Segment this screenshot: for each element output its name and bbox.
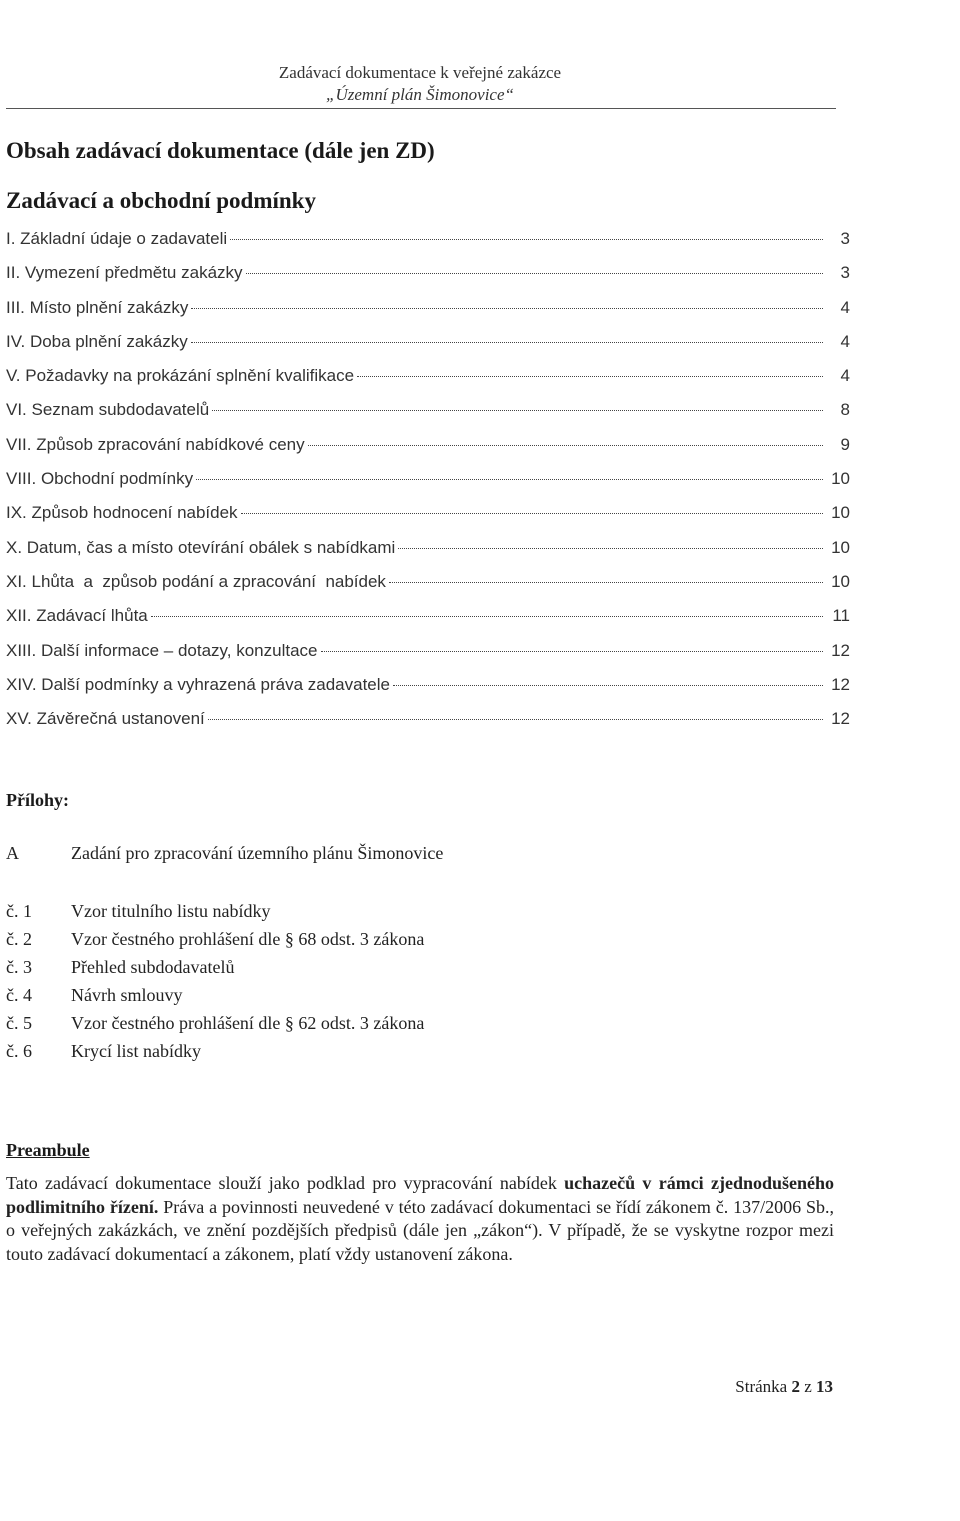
toc-entry[interactable] [6,226,850,260]
attachment-text: Vzor čestného prohlášení dle § 68 odst. 3 zákona [71,929,425,949]
toc-entry-page: 4 [840,366,850,386]
toc-leader-dots [321,651,824,652]
attachment-item [6,983,424,1011]
toc-entry[interactable] [6,432,850,466]
toc-entry[interactable] [6,466,850,500]
contents-title: Obsah zadávací dokumentace (dále jen ZD) [6,138,435,163]
attachment-list [6,899,424,1067]
toc-entry-page: 3 [840,229,850,248]
toc-leader-dots [308,445,823,446]
page-number [700,1377,833,1397]
toc-entry[interactable] [6,569,850,603]
toc-entry-page: 3 [840,263,850,283]
toc-entry-label: IV. Doba plnění zakázky [6,331,188,351]
toc-entry-page: 8 [840,400,850,420]
toc-entry-page: 12 [831,709,850,729]
toc-entry[interactable] [6,638,850,672]
toc-entry-label: XV. Závěrečná ustanovení [6,709,205,729]
toc-leader-dots [151,616,823,617]
toc-entry[interactable] [6,260,850,294]
toc-entry[interactable] [6,329,850,363]
page-total: 13 [816,1377,833,1396]
attachment-text: Zadání pro zpracování územního plánu Šimonovice [71,843,444,863]
toc-entry[interactable] [6,672,850,706]
page-current: 2 [791,1377,800,1396]
page-sep: z [799,1377,816,1396]
table-of-contents [6,226,850,740]
page-prefix: Stránka [735,1377,792,1396]
toc-entry[interactable] [6,706,850,740]
attachment-code: č. 4 [6,985,32,1005]
attachment-code: č. 1 [6,901,32,921]
toc-leader-dots [230,239,823,240]
attachment-text: Vzor čestného prohlášení dle § 62 odst. 3 zákona [71,1013,425,1033]
attachment-code: č. 3 [6,957,32,977]
attachment-item [6,899,424,927]
attachment-code: č. 2 [6,929,32,949]
toc-entry-page: 4 [840,297,850,317]
toc-entry-label: VIII. Obchodní podmínky [6,469,194,489]
attachment-text: Krycí list nabídky [71,1041,201,1061]
toc-entry-page: 10 [831,469,850,489]
toc-entry[interactable] [6,535,850,569]
toc-entry-label: VII. Způsob zpracování nabídkové ceny [6,434,305,454]
toc-entry-label: XIII. Další informace – dotazy, konzultace [6,640,318,660]
attachment-main [6,843,606,864]
toc-entry-label: IX. Způsob hodnocení nabídek [6,503,238,523]
toc-leader-dots [393,685,823,686]
toc-leader-dots [246,273,823,274]
toc-leader-dots [212,410,823,411]
header-line-1: Zadávací dokumentace k veřejné zakázce [278,63,562,82]
toc-entry[interactable] [6,500,850,534]
preamble-text [6,1172,834,1266]
toc-leader-dots [241,513,823,514]
toc-entry-label: II. Vymezení předmětu zakázky [6,263,243,283]
toc-entry[interactable] [6,363,850,397]
toc-leader-dots [191,308,823,309]
toc-entry[interactable] [6,295,850,329]
toc-leader-dots [196,479,823,480]
toc-entry-label: X. Datum, čas a místo otevírání obálek s nabídkami [6,537,396,557]
attachment-code: A [6,843,19,863]
toc-entry-page: 10 [831,537,850,557]
toc-entry-label: XII. Zadávací lhůta [6,606,148,626]
toc-entry-page: 9 [840,434,850,454]
toc-entry-page: 12 [831,640,850,660]
toc-entry-label: XI. Lhůta a způsob podání a zpracování nabídek [6,571,386,591]
attachment-text: Vzor titulního listu nabídky [71,901,271,921]
attachment-text: Přehled subdodavatelů [71,957,235,977]
attachment-item [6,1011,424,1039]
toc-entry[interactable] [6,603,850,637]
toc-leader-dots [191,342,823,343]
preamble-title: Preambule [6,1140,90,1160]
toc-entry-label: I. Základní údaje o zadavateli [6,229,228,248]
attachment-item [6,927,424,955]
toc-entry-label: III. Místo plnění zakázky [6,297,189,317]
attachments-title: Přílohy: [6,790,69,810]
conditions-title: Zadávací a obchodní podmínky [6,188,316,213]
toc-leader-dots [357,376,823,377]
toc-entry-page: 11 [832,606,850,626]
attachment-code: č. 6 [6,1041,32,1061]
attachment-item [6,955,424,983]
toc-leader-dots [208,719,823,720]
toc-entry-label: VI. Seznam subdodavatelů [6,400,210,420]
toc-entry-label: XIV. Další podmínky a vyhrazená práva zadavatele [6,674,390,694]
toc-leader-dots [398,548,823,549]
preamble-bold: uchazečů v rámci zjednodušeného podlimitního řízení. [6,1173,834,1217]
toc-entry[interactable] [6,397,850,431]
toc-leader-dots [389,582,823,583]
header-line-2: „Územní plán Šimonovice“ [326,85,514,104]
attachment-item [6,1039,424,1067]
toc-entry-page: 10 [831,571,850,591]
attachment-text: Návrh smlouvy [71,985,183,1005]
preamble-part-2: Práva a povinnosti neuvedené v této zadávací dokumentaci se řídí zákonem č. 137/2006 Sb., o veřejných zakázkách, ve znění pozdějších předpisů (dále jen „zákon“). V případě, že se vyskytne rozpor mezi touto zadávací dokumentací a zákonem, platí vždy ustanovení zákona. [6,1196,835,1264]
toc-entry-page: 4 [840,331,850,351]
document-header [0,62,840,106]
toc-entry-page: 10 [831,503,850,523]
header-divider [6,108,836,109]
toc-entry-label: V. Požadavky na prokázání splnění kvalifikace [6,366,355,386]
attachment-code: č. 5 [6,1013,32,1033]
preamble-part-1: Tato zadávací dokumentace slouží jako podklad pro vypracování nabídek [6,1173,565,1193]
toc-entry-page: 12 [831,674,850,694]
